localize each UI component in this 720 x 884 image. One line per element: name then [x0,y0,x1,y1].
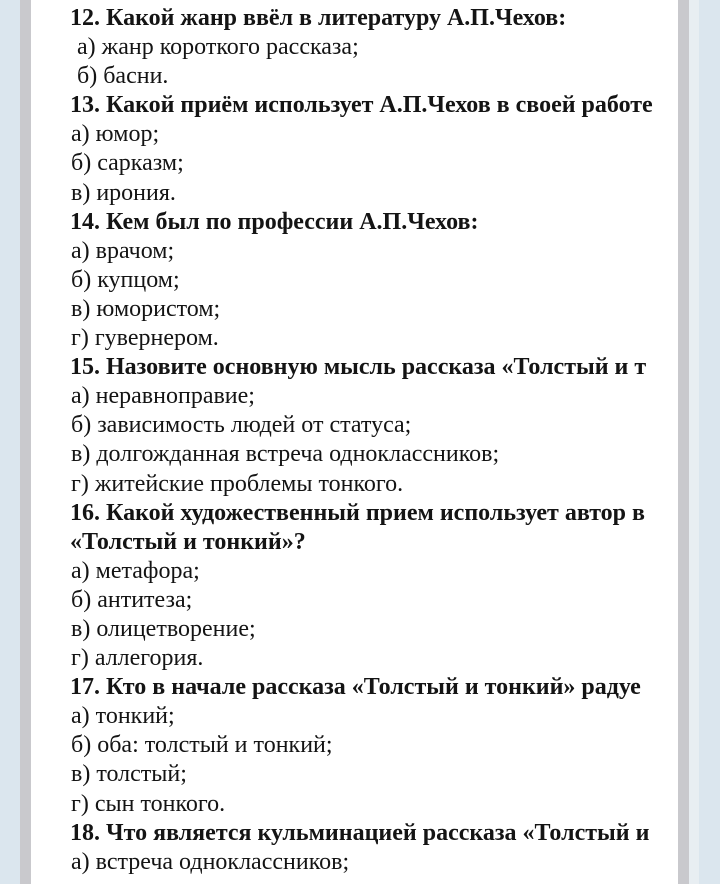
answer: в) толстый; [71,761,187,788]
question-14: 14. Кем был по профессии А.П.Чехов: [70,208,479,235]
answer: в) олицетворение; [71,615,256,642]
answer: а) юмор; [71,121,160,148]
answer: а) неравноправие; [71,383,255,410]
question-13: 13. Какой приём использует А.П.Чехов в своей работе [70,92,653,119]
answer: б) зависимость людей от статуса; [71,412,412,439]
answer: г) аллегория. [71,645,204,672]
answer: б) басни. [71,63,169,90]
answer: а) тонкий; [71,703,175,730]
page-gap-right [689,0,699,884]
answer: б) антитеза; [71,586,193,613]
page-frame-left [20,0,31,884]
page-frame-right [678,0,689,884]
question-15: 15. Назовите основную мысль рассказа «Толстый и т [70,354,647,381]
answer: г) гувернером. [71,325,219,352]
answer: г) сын тонкого. [71,790,226,817]
answer: а) жанр короткого рассказа; [71,34,359,61]
answer: в) ирония. [71,179,176,206]
document-page [31,0,678,884]
question-12: 12. Какой жанр ввёл в литературу А.П.Чехов: [70,5,567,31]
answer: б) оба: толстый и тонкий; [71,732,333,759]
answer: а) врачом; [71,237,175,264]
question-18: 18. Что является кульминацией рассказа «Толстый и [70,819,650,846]
answer: б) купцом; [71,266,180,293]
question-17: 17. Кто в начале рассказа «Толстый и тонкий» радуе [70,674,641,701]
question-16-continued: «Толстый и тонкий»? [70,528,306,555]
answer: б) сарказм; [71,150,184,177]
answer: в) юмористом; [71,295,221,322]
answer: а) метафора; [71,557,200,584]
question-list [70,4,678,877]
question-16: 16. Какой художественный прием использует автор в [70,499,645,526]
answer: г) житейские проблемы тонкого. [71,470,404,497]
answer: в) долгожданная встреча одноклассников; [71,441,500,468]
answer: а) встреча одноклассников; [71,848,350,875]
